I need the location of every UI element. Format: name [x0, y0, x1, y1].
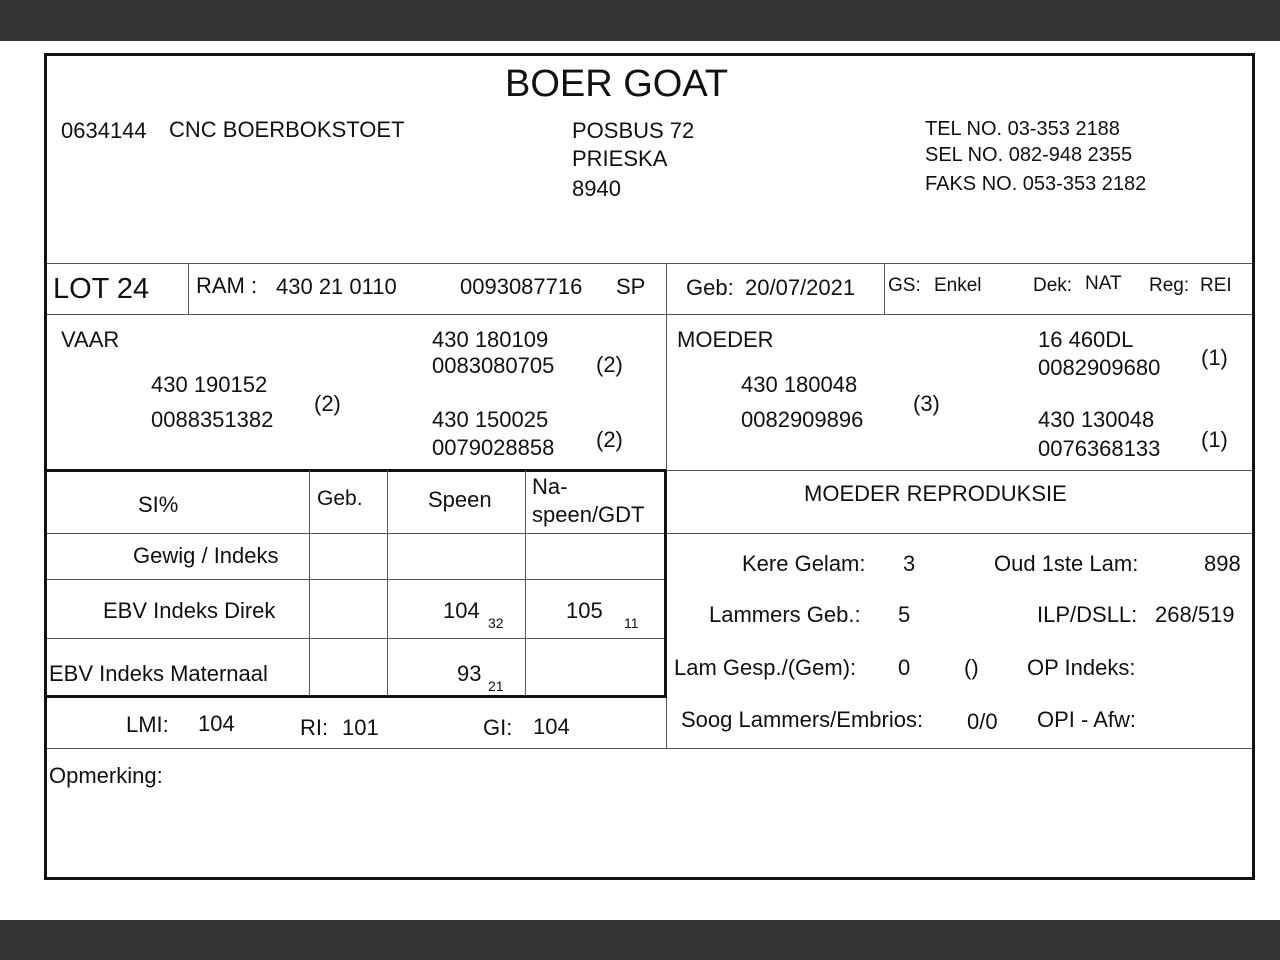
lot-number: LOT 24 [53, 273, 150, 305]
lammers-geb-label: Lammers Geb.: [709, 602, 861, 627]
ram-grade: SP [616, 274, 646, 299]
col-naspeen-header-1: Na- [532, 474, 568, 499]
address-line-1: POSBUS 72 [572, 118, 695, 143]
address-line-3: 8940 [572, 176, 621, 201]
ram-registration: 0093087716 [460, 274, 583, 299]
ilp-dsll-value: 268/519 [1155, 602, 1235, 627]
opi-afw-label: OPI - Afw: [1037, 707, 1137, 732]
lam-gesp-label: Lam Gesp./(Gem): [674, 655, 857, 680]
lam-gesp-gem-value: () [964, 655, 979, 680]
divider-col-naspeen [525, 470, 526, 695]
divider-col-geb [309, 470, 310, 695]
kere-gelam-label: Kere Gelam: [742, 551, 866, 576]
oud-1ste-lam-value: 898 [1204, 551, 1241, 576]
reg-label: Reg: [1149, 275, 1190, 296]
dam-dam-count: (1) [1201, 427, 1228, 452]
row-gewig-label: Gewig / Indeks [133, 543, 279, 568]
lammers-geb-value: 5 [898, 602, 911, 627]
lam-gesp-value: 0 [898, 655, 911, 680]
dek-label: Dek: [1033, 275, 1073, 296]
birth-date: 20/07/2021 [745, 275, 856, 300]
birth-label: Geb: [686, 275, 734, 300]
dek-value: NAT [1085, 273, 1122, 294]
address-line-2: PRIESKA [572, 146, 668, 171]
dam-dam-id: 430 130048 [1038, 407, 1155, 432]
sire-dam-count: (2) [596, 427, 623, 452]
sire-sire-registration: 0083080705 [432, 353, 555, 378]
oud-1ste-lam-label: Oud 1ste Lam: [994, 551, 1139, 576]
divider-lot-ram [188, 263, 189, 314]
col-speen-header: Speen [428, 487, 492, 512]
dam-sire-registration: 0082909680 [1038, 355, 1161, 380]
gi-label: GI: [483, 715, 513, 740]
sire-id: 430 190152 [151, 372, 268, 397]
divider-geb-gs [884, 263, 885, 314]
divider-table-header [47, 533, 1252, 534]
divider-ram-geb [666, 263, 667, 314]
sire-sire-id: 430 180109 [432, 327, 549, 352]
si-percent-label: SI% [138, 492, 179, 517]
divider-row-gewig [47, 579, 667, 580]
bottom-bar [0, 920, 1280, 960]
divider-remarks [47, 748, 1252, 749]
divider-vaar-moeder [666, 314, 667, 470]
maternaal-speen-sub: 21 [488, 678, 504, 694]
direk-speen-value: 104 [443, 598, 480, 623]
dam-registration: 0082909896 [741, 407, 864, 432]
dam-dam-registration: 0076368133 [1038, 436, 1161, 461]
ilp-dsll-label: ILP/DSLL: [1037, 602, 1138, 627]
breeder-name: CNC BOERBOKSTOET [169, 117, 405, 142]
gs-label: GS: [888, 275, 921, 296]
moeder-label: MOEDER [677, 327, 774, 352]
gs-value: Enkel [934, 275, 982, 296]
reg-value: REI [1200, 275, 1232, 296]
faks-number: FAKS NO. 053-353 2182 [925, 173, 1147, 195]
divider-col-speen [387, 470, 388, 695]
col-geb-header: Geb. [317, 487, 363, 510]
sire-dam-id: 430 150025 [432, 407, 549, 432]
sire-dam-registration: 0079028858 [432, 435, 555, 460]
dam-sire-id: 16 460DL [1038, 327, 1134, 352]
op-indeks-label: OP Indeks: [1027, 655, 1136, 680]
ri-label: RI: [300, 715, 329, 740]
maternaal-speen-value: 93 [457, 661, 482, 686]
tel-number: TEL NO. 03-353 2188 [925, 118, 1120, 140]
ram-id: 430 21 0110 [276, 274, 397, 299]
soog-lammers-label: Soog Lammers/Embrios: [681, 707, 924, 732]
divider-indices-right [666, 698, 667, 748]
direk-naspeen-sub: 11 [624, 615, 639, 631]
kere-gelam-value: 3 [903, 551, 916, 576]
sire-sire-count: (2) [596, 352, 623, 377]
divider-lot [47, 314, 1252, 315]
vaar-label: VAAR [61, 327, 120, 352]
divider-table-right [664, 470, 667, 698]
dam-sire-count: (1) [1201, 345, 1228, 370]
lmi-label: LMI: [126, 712, 169, 737]
ram-label: RAM : [196, 273, 258, 298]
dam-id: 430 180048 [741, 372, 858, 397]
card-title: BOER GOAT [505, 63, 729, 105]
row-maternaal-label: EBV Indeks Maternaal [49, 661, 268, 686]
soog-lammers-value: 0/0 [967, 709, 998, 734]
lot-card [44, 53, 1255, 880]
reproduction-title: MOEDER REPRODUKSIE [804, 481, 1067, 506]
divider-pedigree-right [667, 470, 1252, 471]
divider-row-maternaal [47, 695, 667, 698]
direk-speen-sub: 32 [488, 615, 504, 631]
dam-count: (3) [913, 391, 940, 416]
sire-registration: 0088351382 [151, 407, 274, 432]
divider-row-direk [47, 638, 667, 639]
sel-number: SEL NO. 082-948 2355 [925, 144, 1133, 166]
lmi-value: 104 [198, 711, 235, 736]
top-bar [0, 0, 1280, 41]
divider-header [47, 263, 1252, 264]
sire-count: (2) [314, 391, 341, 416]
gi-value: 104 [533, 714, 570, 739]
ri-value: 101 [342, 715, 379, 740]
divider-pedigree-left [47, 469, 667, 472]
row-direk-label: EBV Indeks Direk [103, 598, 276, 623]
breeder-code: 0634144 [61, 118, 147, 143]
direk-naspeen-value: 105 [566, 598, 603, 623]
col-naspeen-header-2: speen/GDT [532, 502, 645, 527]
remarks-label: Opmerking: [49, 763, 163, 788]
